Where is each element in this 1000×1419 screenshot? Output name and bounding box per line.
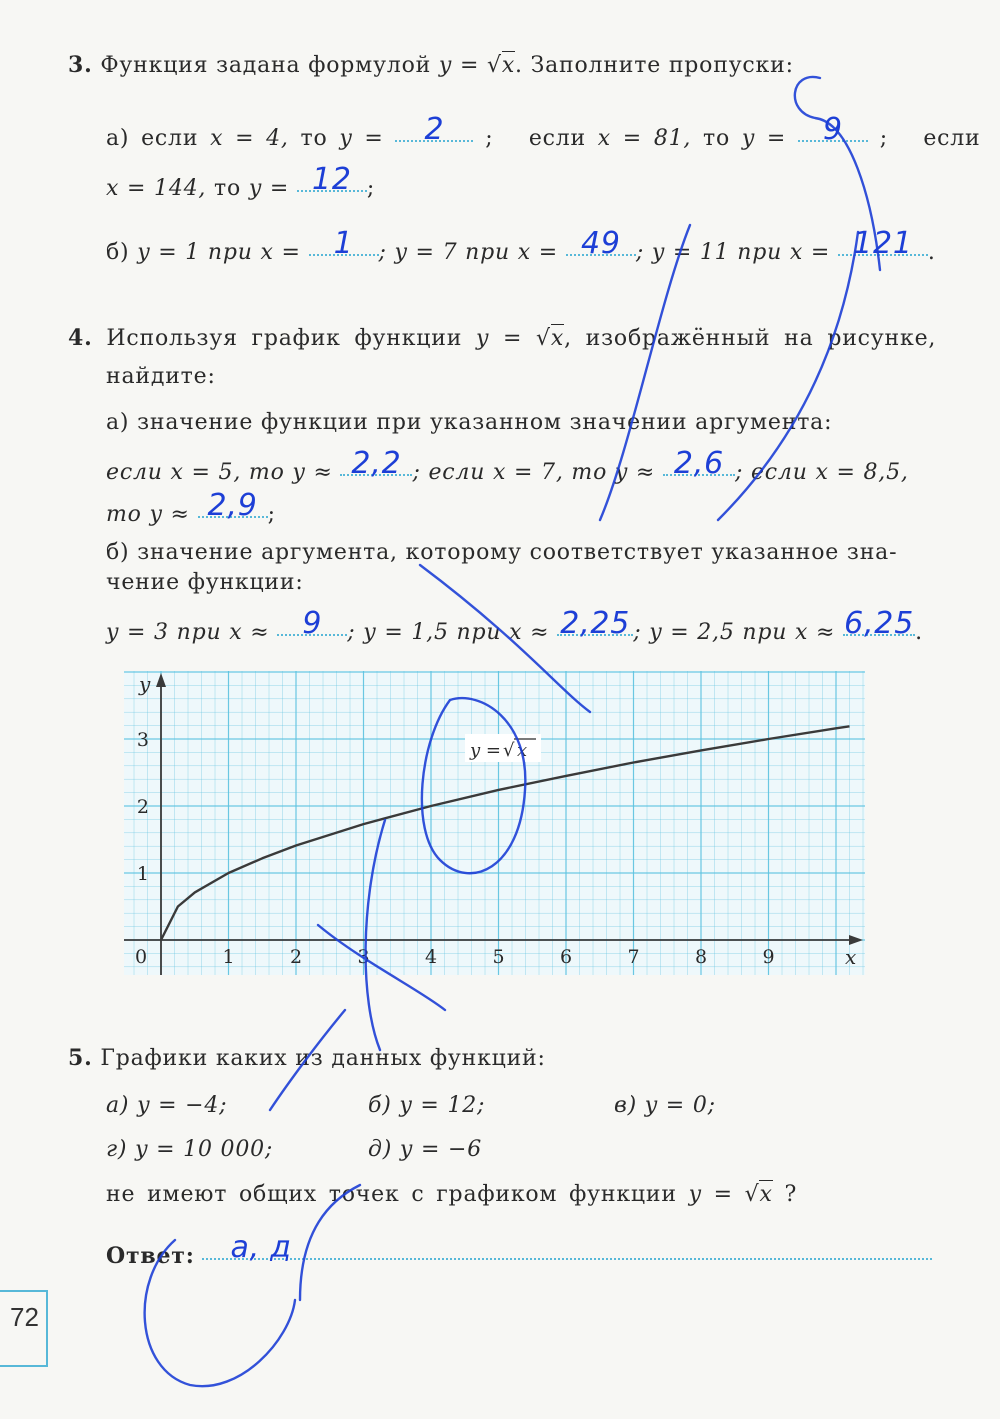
task4-b-part3: ; y = 2,5 при x ≈: [633, 620, 836, 645]
task3-a-then1: то: [300, 126, 328, 151]
handwritten-answer: 1: [333, 226, 354, 261]
x-tick-label: 9: [762, 946, 775, 968]
y-tick-label: 2: [136, 796, 149, 818]
task3-b-label: б): [106, 240, 130, 265]
task4-b-part1: y = 3 при x ≈: [106, 620, 270, 645]
task3-b-end: .: [927, 240, 936, 265]
task3-a-y2: y =: [741, 126, 787, 151]
y-tick-label: 1: [136, 863, 149, 885]
task3-a-semicolon3: ;: [366, 176, 376, 201]
handwritten-answer: 2: [424, 112, 445, 147]
page-number: 72: [0, 1290, 48, 1367]
task4-b-question1: б) значение аргумента, которому соответствует указанное зна-: [106, 540, 898, 565]
task3-formula-y: y: [438, 53, 453, 78]
handwritten-answer: 2,9: [207, 488, 258, 523]
task3-formula-eq: =: [459, 53, 480, 78]
task4-fx: x: [550, 326, 565, 351]
task4-fy: y =: [475, 326, 523, 351]
task4-b-part2: ; y = 1,5 при x ≈: [347, 620, 550, 645]
task5-intro: Графики каких из данных функций:: [100, 1046, 546, 1071]
task5-number: 5.: [68, 1045, 93, 1071]
task3-a-if2: если: [528, 126, 586, 151]
task4-intro2: , изображённый на рисунке,: [564, 326, 937, 351]
task3-b-part3: ; y = 11 при x =: [635, 240, 831, 265]
handwritten-answer: 2,6: [673, 446, 725, 481]
curve-label-y: y =: [470, 740, 501, 761]
task3-a-if3: если: [923, 126, 981, 151]
task3-a-then3: то: [214, 176, 242, 201]
curve-label-x: x: [517, 740, 528, 761]
task3-intro: Функция задана формулой: [100, 53, 432, 78]
handwritten-answer: а, д: [230, 1230, 292, 1265]
x-tick-label: 1: [222, 946, 235, 968]
task3-a-semicolon2: ;: [879, 126, 888, 151]
answer-field-5[interactable]: [202, 1230, 932, 1265]
task5-qx: x: [759, 1182, 773, 1207]
task3-a-cond3: x = 144,: [106, 176, 207, 201]
task3-a-y1: y =: [339, 126, 384, 151]
x-tick-label: 6: [559, 946, 573, 968]
task3-b-part1: y = 1 при x =: [137, 240, 301, 265]
x-axis-label: x: [845, 945, 857, 969]
handwritten-answer: 2,2: [351, 446, 402, 481]
y-tick-label: 3: [136, 729, 149, 751]
handwritten-answer: 49: [580, 226, 621, 261]
task3-a-cond2: x = 81,: [597, 126, 692, 151]
task5-line1: [68, 1045, 546, 1071]
chart-grid-background: [124, 671, 865, 975]
x-tick-label: 0: [134, 946, 148, 968]
task5-question: [106, 1182, 797, 1207]
handwritten-answer: 12: [312, 162, 352, 197]
handwritten-answer: 121: [853, 226, 913, 261]
handwritten-answer: 6,25: [844, 606, 915, 641]
task4-intro: Используя график функции: [106, 326, 463, 351]
handwritten-answer: 9: [302, 606, 323, 641]
task3-a-then2: то: [703, 126, 731, 151]
sqrt-sign: √: [486, 53, 502, 78]
x-tick-label: 2: [289, 946, 303, 968]
task4-a-part1: если x = 5, то y ≈: [106, 460, 333, 485]
task3-a-semicolon1: ;: [485, 126, 494, 151]
task5-options-row1: [106, 1093, 227, 1118]
x-tick-label: 4: [424, 946, 438, 968]
sqrt-sign: √: [744, 1182, 760, 1207]
task4-a-semicolon: ;: [267, 502, 276, 527]
handwritten-answer: 9: [822, 112, 843, 147]
task5-option-b-row: [368, 1093, 485, 1118]
task5-option-v: в) y = 0;: [614, 1093, 716, 1118]
task4-b-question2: чение функции:: [106, 570, 304, 595]
task5-qmark: ?: [784, 1182, 798, 1207]
task3-formula-x: x: [501, 53, 516, 78]
answer-label: Ответ:: [106, 1243, 195, 1269]
task5-qy: y =: [688, 1182, 733, 1207]
task3-number: 3.: [68, 52, 93, 78]
task4-intro3: найдите:: [106, 364, 216, 389]
curve-label-sqrt: √: [503, 740, 515, 761]
task5-options-row2: [106, 1137, 273, 1162]
task4-a-part2: ; если x = 7, то y ≈: [412, 460, 656, 485]
task5-option-g: г) y = 10 000;: [106, 1137, 274, 1162]
curve-label: [465, 734, 541, 762]
task5-option-a: а) y = −4;: [106, 1093, 228, 1118]
task4-number: 4.: [68, 325, 93, 351]
task4-a-part4: то y ≈: [106, 502, 190, 527]
task5-option-b: б) y = 12;: [368, 1093, 486, 1118]
task3-a-cond1: x = 4,: [210, 126, 289, 151]
task5-option-v-row: [614, 1093, 716, 1118]
task3-b-part2: ; y = 7 при x =: [378, 240, 559, 265]
x-tick-label: 3: [357, 946, 370, 968]
task5-option-d-row: [368, 1137, 482, 1162]
task5-question-text: не имеют общих точек с графиком функции: [106, 1182, 677, 1207]
task4-a-question: а) значение функции при указанном значении аргумента:: [106, 410, 833, 435]
task3-a-label: а): [106, 126, 130, 151]
x-tick-label: 5: [492, 946, 505, 968]
x-tick-label: 7: [627, 946, 640, 968]
handwritten-answer: 2,25: [560, 606, 631, 641]
task5-answer-line: [106, 1230, 932, 1269]
y-axis-label: y: [139, 672, 151, 696]
task4-b-end: .: [915, 620, 923, 645]
x-tick-label: 8: [694, 946, 708, 968]
task3-a-if1: если: [141, 126, 199, 151]
task3-fill-instruction: . Заполните пропуски:: [515, 53, 794, 78]
sqrt-sign: √: [536, 326, 551, 351]
task4-a-part3: ; если x = 8,5,: [734, 460, 909, 485]
task5-option-d: д) y = −6: [368, 1137, 482, 1162]
task3-a-y3: y =: [248, 176, 290, 201]
